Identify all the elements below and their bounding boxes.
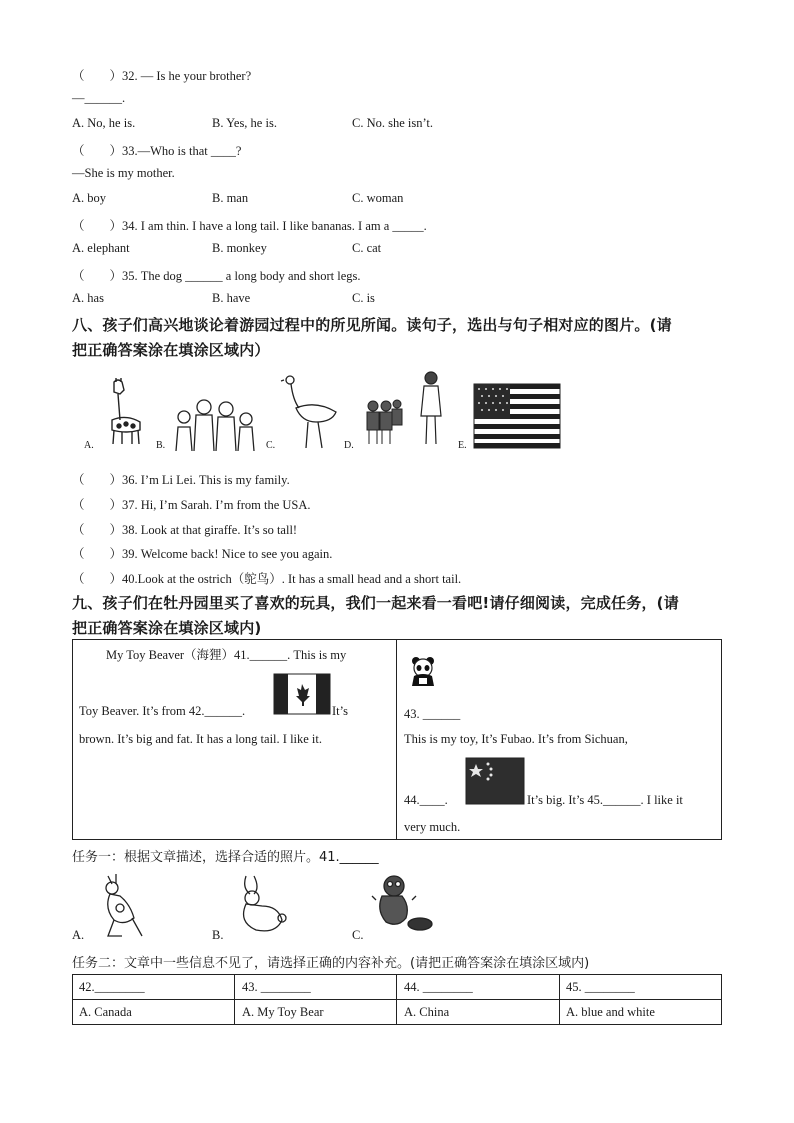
section9-title-line2: 把正确答案涂在填涂区域内) <box>72 619 262 637</box>
q35-option-b[interactable]: B. have <box>212 291 251 305</box>
q32-answer-line: —______. <box>72 91 126 105</box>
pic-label-c: C. <box>266 440 276 451</box>
q37-stem: （ ）37. Hi, I’m Sarah. I’m from the USA. <box>72 498 311 512</box>
pic-label-d: D. <box>344 440 354 451</box>
q35-option-a[interactable]: A. has <box>72 291 104 305</box>
giraffe-icon <box>100 376 146 448</box>
right-passage-line1: 43. ______ <box>404 707 461 721</box>
ostrich-icon <box>280 374 342 450</box>
q36-stem: （ ）36. I’m Li Lei. This is my family. <box>72 473 290 487</box>
pic-label-a: A. <box>84 440 94 451</box>
left-passage-line2b: It’s <box>332 704 348 718</box>
q35-option-c[interactable]: C. is <box>352 291 375 305</box>
section8-title-line2: 把正确答案涂在填涂区域内） <box>72 341 270 359</box>
left-passage-line3: brown. It’s big and fat. It has a long tail. I like it. <box>79 732 323 746</box>
panda-icon <box>408 656 438 688</box>
q32-option-b[interactable]: B. Yes, he is. <box>212 116 277 130</box>
q35-stem: （ ）35. The dog ______ a long body and short legs. <box>72 269 361 283</box>
task2-prompt: 任务二：文章中一些信息不见了，请选择正确的内容补充。(请把正确答案涂在填涂区域内) <box>72 956 590 971</box>
woman-icon <box>418 370 444 446</box>
q34-option-c[interactable]: C. cat <box>352 241 382 255</box>
section8-title-line1: 八、孩子们高兴地谈论着游园过程中的所见所闻。读句子，选出与句子相对应的图片。(请 <box>72 316 672 334</box>
pic-label-b: B. <box>156 440 166 451</box>
q38-stem: （ ）38. Look at that giraffe. It’s so tall! <box>72 523 298 537</box>
answer-header-42: 42.________ <box>79 980 145 994</box>
answer-option-45[interactable]: A. blue and white <box>566 1005 655 1019</box>
q33-option-b[interactable]: B. man <box>212 191 249 205</box>
answer-option-42[interactable]: A. Canada <box>79 1005 132 1019</box>
pic-label-e: E. <box>458 440 467 451</box>
task1-label-a[interactable]: A. <box>72 928 85 942</box>
canada-flag-icon <box>274 674 330 714</box>
beaver-icon <box>372 872 434 934</box>
answer-table-col-divider-3 <box>559 974 560 1025</box>
q33-option-a[interactable]: A. boy <box>72 191 107 205</box>
q40-stem: （ ）40.Look at the ostrich（鸵鸟）. It has a small head and a short tail. <box>72 572 462 586</box>
q33-answer-line: —She is my mother. <box>72 166 175 180</box>
section9-title-line1: 九、孩子们在牡丹园里买了喜欢的玩具，我们一起来看一看吧!请仔细阅读，完成任务，(请 <box>72 594 679 612</box>
right-passage-line3a: 44.____. <box>404 793 448 807</box>
right-passage-line4: very much. <box>404 820 461 834</box>
answer-header-43: 43. ________ <box>242 980 311 994</box>
task1-label-b[interactable]: B. <box>212 928 224 942</box>
answer-table-col-divider-1 <box>234 974 235 1025</box>
kangaroo-icon <box>92 872 152 938</box>
q33-stem: （ ）33.—Who is that ____? <box>72 144 242 158</box>
answer-option-43[interactable]: A. My Toy Bear <box>242 1005 324 1019</box>
q34-option-a[interactable]: A. elephant <box>72 241 130 255</box>
left-passage-line1: My Toy Beaver（海狸）41.______. This is my <box>106 648 347 662</box>
rabbit-icon <box>232 874 294 936</box>
reading-table-divider <box>396 639 397 840</box>
answer-option-44[interactable]: A. China <box>404 1005 450 1019</box>
answer-table-row-divider <box>72 999 722 1000</box>
q34-stem: （ ）34. I am thin. I have a long tail. I like bananas. I am a _____. <box>72 219 427 233</box>
task1-prompt: 任务一：根据文章描述，选择合适的照片。41.______ <box>72 850 379 865</box>
boys-icon <box>364 398 404 446</box>
q32-option-c[interactable]: C. No. she isn’t. <box>352 116 434 130</box>
answer-header-45: 45. ________ <box>566 980 635 994</box>
q32-stem: （ ）32. — Is he your brother? <box>72 69 252 83</box>
q32-option-a[interactable]: A. No, he is. <box>72 116 136 130</box>
q33-option-c[interactable]: C. woman <box>352 191 404 205</box>
answer-table-col-divider-2 <box>396 974 397 1025</box>
answer-header-44: 44. ________ <box>404 980 473 994</box>
left-passage-line2a: Toy Beaver. It’s from 42.______. <box>79 704 246 718</box>
china-flag-icon <box>466 758 524 804</box>
right-passage-line3b: It’s big. It’s 45.______. I like it <box>527 793 683 807</box>
family-icon <box>170 395 262 451</box>
task1-label-c[interactable]: C. <box>352 928 364 942</box>
q39-stem: （ ）39. Welcome back! Nice to see you again. <box>72 547 333 561</box>
usa-flag-icon <box>474 384 560 448</box>
q34-option-b[interactable]: B. monkey <box>212 241 267 255</box>
right-passage-line2: This is my toy, It’s Fubao. It’s from Sichuan, <box>404 732 628 746</box>
